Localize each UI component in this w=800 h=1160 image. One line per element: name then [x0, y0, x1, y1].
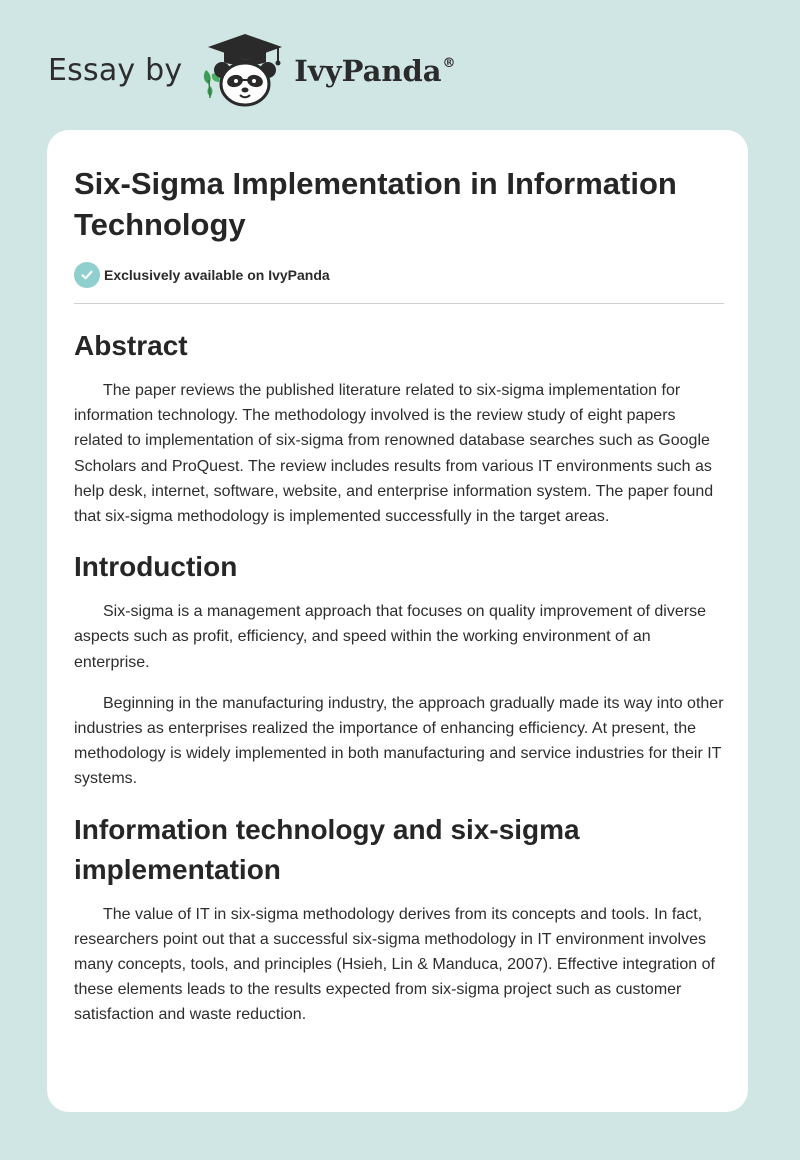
brand-text: IvyPanda	[294, 54, 442, 88]
essay-card	[47, 130, 748, 1112]
section-introduction	[74, 547, 724, 791]
title-divider	[74, 303, 724, 304]
paragraph: Six-sigma is a management approach that focuses on quality improvement of diverse aspects such as profit, efficiency, and speed within the working environment of an enterprise.	[74, 603, 706, 671]
essay-content	[74, 163, 724, 1028]
panda-logo-icon[interactable]	[200, 30, 290, 110]
exclusive-label: Exclusively available on IvyPanda	[104, 267, 330, 283]
section-abstract	[74, 326, 724, 529]
essay-title: Six-Sigma Implementation in Information Technology	[74, 166, 677, 242]
section-heading: Abstract	[74, 330, 188, 361]
section-it-six-sigma	[74, 810, 724, 1028]
section-heading: Information technology and six-sigma implementation	[74, 813, 580, 885]
section-heading: Introduction	[74, 551, 238, 583]
registered-mark: ®	[442, 56, 456, 71]
paragraph: The paper reviews the published literature related to six-sigma implementation for information technology. The methodology involved is the review study of eight papers related to implementation of six-sigma from renowned database searches such as Google Scholars and ProQuest. The review includes results from various IT environments such as help desk, internet, software, website, and enterprise information system. The paper found that six-sigma methodology is implemented successfully in the target areas.	[74, 382, 714, 526]
site-header	[48, 30, 456, 110]
paragraph: Beginning in the manufacturing industry, the approach gradually made its way into other industries as enterprises realized the importance of enhancing efficiency. At present, the methodology is widely implemented in both manufacturing and service industries for their IT systems.	[74, 694, 724, 788]
exclusive-badge	[74, 262, 724, 288]
check-icon	[74, 262, 100, 288]
paragraph: The value of IT in six-sigma methodology derives from its concepts and tools. In fact, researchers point out that a successful six-sigma methodology in IT environment involves many concepts, tools, and principles (Hsieh, Lin & Manduca, 2007). Effective integration of these elements leads to the results expected from six-sigma project such as customer satisfaction and waste reduction.	[74, 905, 715, 1024]
essay-by-label: Essay by	[48, 52, 183, 88]
brand-name[interactable]	[294, 54, 455, 88]
